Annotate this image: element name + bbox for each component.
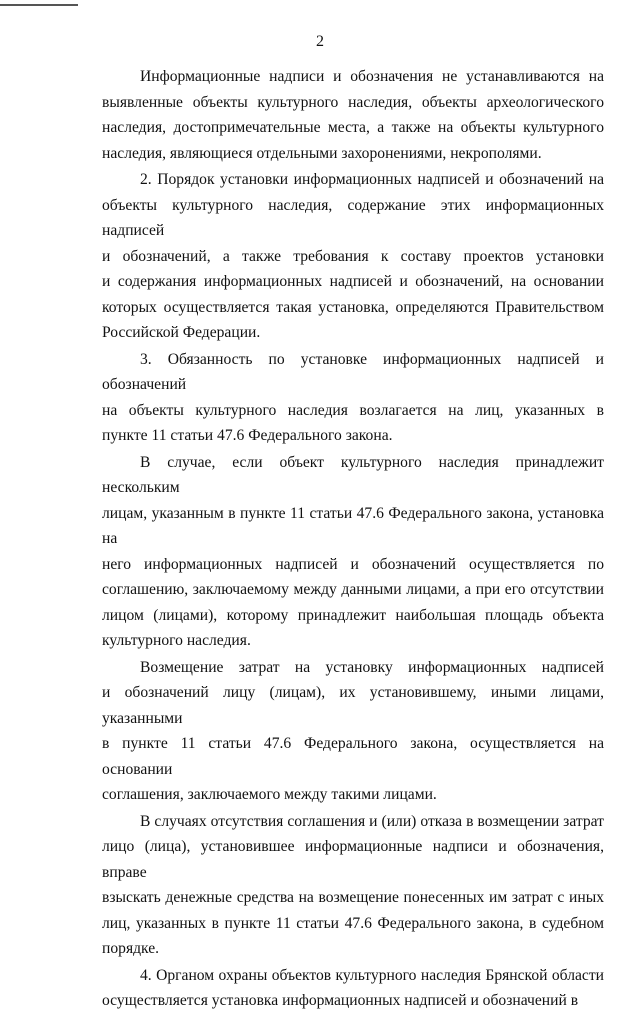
paragraph — [102, 450, 604, 654]
text-line: соглашению, заключаемому между данными лицами, а при его отсутствии — [102, 581, 604, 598]
text-line: Российской Федерации. — [102, 324, 261, 341]
text-line: лицам, указанным в пункте 11 статьи 47.6 Федерального закона, установка на — [102, 504, 604, 547]
text-line: Возмещение затрат на установку информационных надписей — [140, 658, 604, 676]
page-number: 2 — [316, 33, 324, 50]
text-line: него информационных надписей и обозначений осуществляется по — [102, 555, 604, 573]
text-line: 3. Обязанность по установке информационных надписей и обозначений — [102, 350, 604, 393]
text-line: 4. Органом охраны объектов культурного наследия Брянской области — [140, 966, 604, 984]
text-line: объекты культурного наследия, содержание этих информационных надписей — [102, 196, 604, 239]
paragraph — [102, 963, 604, 1014]
text-line: взыскать денежные средства на возмещение понесенных им затрат с иных — [102, 889, 604, 906]
text-line: и обозначений лицу (лицам), их установившему, иными лицами, указанными — [102, 684, 604, 727]
text-line: осуществляется установка информационных надписей и обозначений в — [102, 992, 579, 1009]
text-line: в пункте 11 статьи 47.6 Федерального закона, осуществляется на основании — [102, 735, 604, 778]
document-body — [102, 64, 604, 1014]
text-line: В случае, если объект культурного наследия принадлежит нескольким — [102, 453, 604, 496]
text-line: лицо (лица), установившее информационные надписи и обозначения, вправе — [102, 838, 604, 881]
corner-scan-mark — [0, 4, 78, 6]
paragraph — [102, 347, 604, 449]
text-line: на объекты культурного наследия возлагается на лиц, указанных в — [102, 401, 604, 419]
text-line: и обозначений, а также требования к составу проектов установки — [102, 247, 604, 265]
text-line: В случаях отсутствия соглашения и (или) отказа в возмещении затрат — [140, 812, 604, 830]
paragraph — [102, 64, 604, 166]
text-line: 2. Порядок установки информационных надписей и обозначений на — [140, 171, 604, 188]
text-line: лицом (лицами), которому принадлежит наибольшая площадь объекта — [102, 606, 604, 624]
text-line: наследия, являющиеся отдельными захоронениями, некрополями. — [102, 144, 542, 162]
text-line: лиц, указанных в пункте 11 статьи 47.6 Федерального закона, в судебном — [102, 914, 604, 932]
paragraph — [102, 655, 604, 808]
text-line: наследия, достопримечательные места, а также на объекты культурного — [102, 119, 604, 136]
text-line: выявленные объекты культурного наследия, объекты археологического — [102, 93, 604, 111]
text-line: культурного наследия. — [102, 632, 251, 649]
paragraph — [102, 809, 604, 962]
text-line: порядке. — [102, 940, 160, 957]
text-line: которых осуществляется такая установка, определяются Правительством — [102, 298, 604, 316]
text-line: соглашения, заключаемого между такими лицами. — [102, 786, 437, 803]
text-line: и содержания информационных надписей и обозначений, на основании — [102, 273, 604, 290]
text-line: Информационные надписи и обозначения не устанавливаются на — [140, 68, 604, 85]
text-line: пункте 11 статьи 47.6 Федерального закона. — [102, 427, 393, 444]
paragraph — [102, 167, 604, 346]
